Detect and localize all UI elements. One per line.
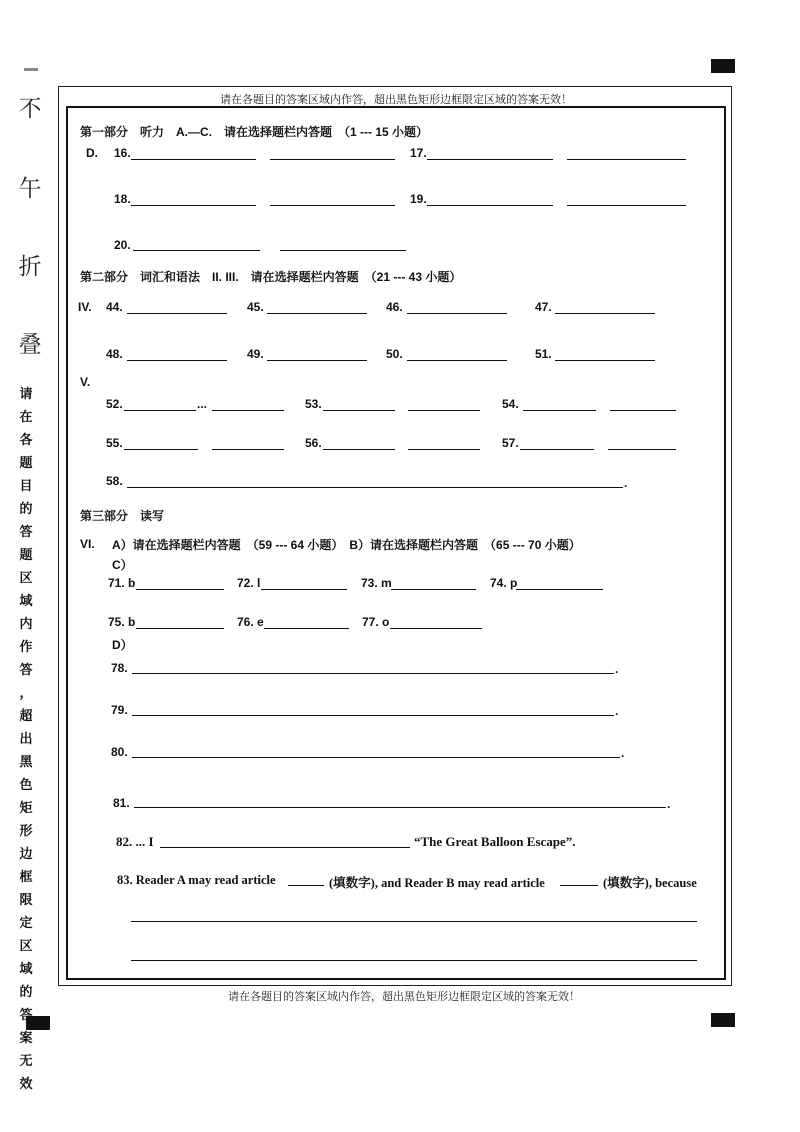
q77-blank[interactable] [390, 628, 482, 629]
q77-label: 77. o [362, 615, 390, 629]
q55-blank-2[interactable] [212, 449, 284, 450]
q74-label: 74. p [490, 576, 518, 590]
q83-answer-line-1[interactable] [131, 921, 697, 922]
side-vertical-char: 题 [19, 455, 33, 470]
side-vertical-char: 出 [19, 731, 33, 746]
q18-blank-2[interactable] [270, 205, 395, 206]
notice-bottom: 请在各题目的答案区域内作答，超出黑色矩形边框限定区域的答案无效！ [228, 991, 580, 1003]
q52-blank-2[interactable] [212, 410, 284, 411]
q46-label: 46. [386, 300, 403, 314]
section-ab-line: A）请在选择题栏内答题 （59 --- 64 小题） B）请在选择题栏内答题 （65 --- 70 小题） [112, 538, 581, 552]
q20-label: 20. [114, 238, 131, 252]
q46-blank[interactable] [407, 313, 507, 314]
q83-blank-b[interactable] [560, 885, 598, 886]
q83-part-c: (填数字), because [603, 876, 697, 890]
q17-blank-1[interactable] [427, 159, 553, 160]
q73-label: 73. m [361, 576, 392, 590]
side-vertical-char: 无 [19, 1053, 33, 1068]
q54-blank-1[interactable] [523, 410, 596, 411]
side-vertical-char: 定 [19, 915, 33, 930]
q57-blank-1[interactable] [520, 449, 594, 450]
q57-label: 57. [502, 436, 519, 450]
q48-label: 48. [106, 347, 123, 361]
side-vertical-char: 边 [19, 846, 33, 861]
side-vertical-char: 区 [19, 938, 33, 953]
q79-period: . [615, 704, 619, 718]
q20-blank-2[interactable] [280, 250, 406, 251]
q44-blank[interactable] [127, 313, 227, 314]
q16-label: 16. [114, 146, 131, 160]
side-vertical-char: 案 [19, 1030, 33, 1045]
side-vertical-char: 作 [19, 639, 33, 654]
scan-speck [24, 68, 38, 71]
q19-label: 19. [410, 192, 427, 206]
q48-blank[interactable] [127, 360, 227, 361]
q52-ellipsis: ... [197, 397, 208, 411]
q80-period: . [621, 746, 625, 760]
q58-label: 58. [106, 474, 123, 488]
side-char: 叠 [18, 331, 42, 357]
q78-blank[interactable] [132, 673, 614, 674]
q49-blank[interactable] [267, 360, 367, 361]
q56-blank-1[interactable] [323, 449, 395, 450]
q19-blank-1[interactable] [427, 205, 553, 206]
q20-blank-1[interactable] [133, 250, 260, 251]
q18-blank-1[interactable] [131, 205, 256, 206]
side-vertical-char: 域 [19, 593, 33, 608]
side-vertical-notice [14, 382, 38, 1095]
q82-suffix: “The Great Balloon Escape”. [414, 834, 576, 849]
q71-label: 71. b [108, 576, 136, 590]
q76-label: 76. e [237, 615, 264, 629]
q49-label: 49. [247, 347, 264, 361]
side-vertical-char: 的 [19, 984, 33, 999]
q73-blank[interactable] [391, 589, 476, 590]
q54-blank-2[interactable] [610, 410, 676, 411]
q55-blank-1[interactable] [124, 449, 198, 450]
q83-part-a: 83. Reader A may read article [117, 873, 276, 887]
registration-mark-bottom-right [711, 1013, 735, 1027]
section-c-label: C） [112, 558, 133, 572]
q16-blank-1[interactable] [131, 159, 256, 160]
q80-blank[interactable] [132, 757, 620, 758]
q81-period: . [667, 797, 671, 811]
side-vertical-char: 请 [19, 386, 33, 401]
registration-mark-top-right [711, 59, 735, 73]
q18-label: 18. [114, 192, 131, 206]
q76-blank[interactable] [264, 628, 349, 629]
side-vertical-char: 超 [19, 708, 33, 723]
q17-blank-2[interactable] [567, 159, 686, 160]
side-vertical-char: 答 [19, 524, 33, 539]
side-vertical-char: 内 [19, 616, 33, 631]
side-vertical-char: 答 [19, 662, 33, 677]
q71-blank[interactable] [136, 589, 224, 590]
part1-heading: 第一部分 听力 A.—C. 请在选择题栏内答题 （1 --- 15 小题） [80, 125, 429, 139]
q58-period: . [624, 476, 628, 490]
q54-label: 54. [502, 397, 519, 411]
side-vertical-char: 题 [19, 547, 33, 562]
q80-label: 80. [111, 745, 128, 759]
q50-blank[interactable] [407, 360, 507, 361]
q57-blank-2[interactable] [608, 449, 676, 450]
q56-blank-2[interactable] [408, 449, 480, 450]
side-char: 午 [18, 175, 42, 201]
q53-blank-1[interactable] [323, 410, 395, 411]
q16-blank-2[interactable] [270, 159, 395, 160]
q45-blank[interactable] [267, 313, 367, 314]
q45-label: 45. [247, 300, 264, 314]
part2-heading: 第二部分 词汇和语法 II. III. 请在选择题栏内答题 （21 --- 43 小题） [80, 270, 462, 284]
q83-answer-line-2[interactable] [131, 960, 697, 961]
section-d3-label: D） [112, 638, 133, 652]
q50-label: 50. [386, 347, 403, 361]
q72-blank[interactable] [261, 589, 347, 590]
section-iv-label: IV. [78, 300, 92, 314]
q47-label: 47. [535, 300, 552, 314]
q78-period: . [615, 662, 619, 676]
side-vertical-char: 区 [19, 570, 33, 585]
q79-label: 79. [111, 703, 128, 717]
q53-blank-2[interactable] [408, 410, 480, 411]
side-char: 不 [18, 95, 42, 121]
q81-label: 81. [113, 796, 130, 810]
side-vertical-char: 域 [19, 961, 33, 976]
q78-label: 78. [111, 661, 128, 675]
side-vertical-char: 答 [19, 1007, 33, 1022]
q47-blank[interactable] [555, 313, 655, 314]
side-vertical-char: 各 [19, 432, 33, 447]
side-vertical-char: 黑 [19, 754, 33, 769]
q44-label: 44. [106, 300, 123, 314]
part3-heading: 第三部分 读写 [80, 509, 165, 523]
section-v-label: V. [80, 375, 91, 389]
q72-label: 72. l [237, 576, 261, 590]
side-vertical-char: 限 [19, 892, 33, 907]
side-vertical-char: ， [19, 685, 33, 700]
side-vertical-char: 在 [19, 409, 33, 424]
q79-blank[interactable] [132, 715, 614, 716]
q51-label: 51. [535, 347, 552, 361]
q74-blank[interactable] [516, 589, 603, 590]
q82-blank[interactable] [160, 847, 410, 848]
q19-blank-2[interactable] [567, 205, 686, 206]
q52-blank-1[interactable] [124, 410, 196, 411]
side-vertical-char: 效 [19, 1076, 33, 1091]
side-vertical-char: 形 [19, 823, 33, 838]
side-vertical-char: 矩 [19, 800, 33, 815]
q53-label: 53. [305, 397, 322, 411]
section-d-label: D. [86, 146, 98, 160]
q17-label: 17. [410, 146, 427, 160]
q58-blank[interactable] [127, 487, 623, 488]
side-vertical-char: 目 [19, 478, 33, 493]
q55-label: 55. [106, 436, 123, 450]
q75-blank[interactable] [136, 628, 224, 629]
section-vi-label: VI. [80, 537, 95, 551]
q51-blank[interactable] [555, 360, 655, 361]
q56-label: 56. [305, 436, 322, 450]
notice-top: 请在各题目的答案区域内作答，超出黑色矩形边框限定区域的答案无效！ [220, 94, 572, 106]
q83-part-b: (填数字), and Reader B may read article [329, 876, 545, 890]
side-vertical-char: 的 [19, 501, 33, 516]
q82-prefix: 82. ... I [116, 834, 154, 849]
q75-label: 75. b [108, 615, 136, 629]
side-char: 折 [18, 253, 42, 279]
side-vertical-char: 框 [19, 869, 33, 884]
q52-label: 52. [106, 397, 123, 411]
q81-blank[interactable] [134, 807, 666, 808]
q83-blank-a[interactable] [288, 885, 324, 886]
side-vertical-char: 色 [19, 777, 33, 792]
